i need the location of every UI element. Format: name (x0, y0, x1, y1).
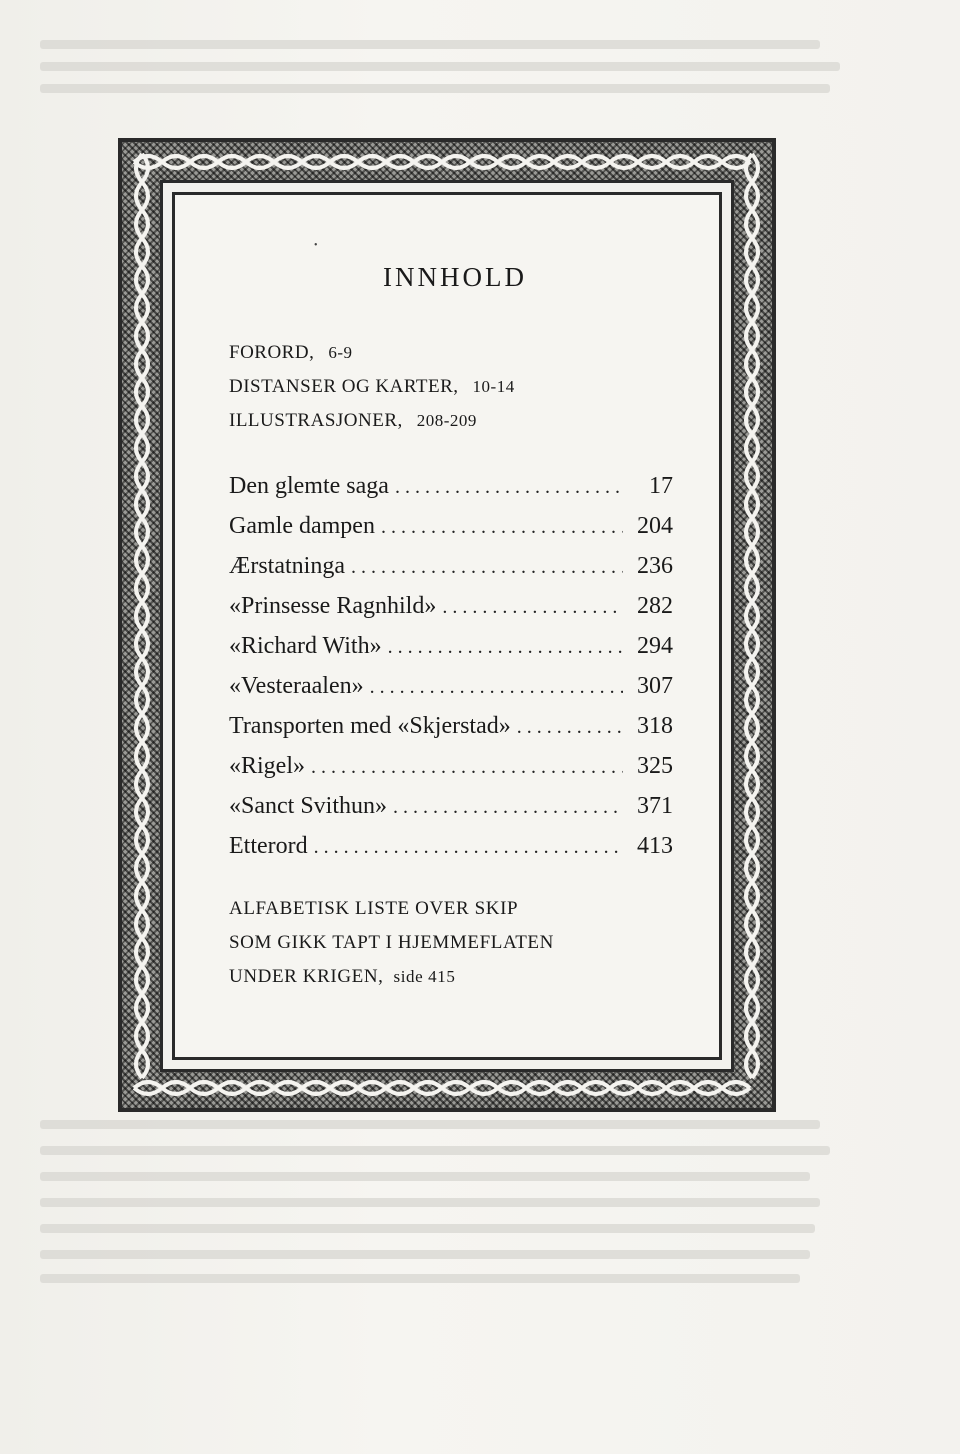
chapter-list (229, 473, 673, 873)
dot-leader (517, 716, 623, 739)
toc-entry (229, 553, 673, 593)
dot-leader (351, 556, 623, 579)
dot-leader (370, 676, 623, 699)
dot-leader (442, 596, 623, 619)
toc-entry (229, 713, 673, 753)
chapter-title: Den glemte saga (229, 473, 389, 499)
list-item (229, 342, 699, 376)
chapter-title: «Richard With» (229, 633, 382, 659)
ink-speck: • (314, 240, 318, 251)
dot-leader (395, 476, 623, 499)
back-matter-label: UNDER KRIGEN, (229, 966, 384, 987)
toc-entry (229, 633, 673, 673)
chapter-page: 325 (637, 753, 673, 779)
chapter-title: «Rigel» (229, 753, 305, 779)
chapter-page: 17 (649, 473, 673, 499)
bleed-through-text (40, 1172, 810, 1181)
front-matter-pages: 6-9 (328, 343, 353, 362)
chapter-title: «Sanct Svithun» (229, 793, 388, 819)
chapter-page: 307 (637, 673, 673, 699)
chapter-title: «Vesteraalen» (229, 673, 364, 699)
toc-entry (229, 593, 673, 633)
page-title: INNHOLD (383, 262, 527, 292)
chapter-page: 294 (637, 633, 673, 659)
bleed-through-text (40, 1274, 800, 1283)
toc-entry (229, 753, 673, 793)
back-matter-line: ALFABETISK LISTE OVER SKIP (229, 898, 519, 919)
chapter-page: 318 (637, 713, 673, 739)
toc-entry (229, 673, 673, 713)
chapter-title: Gamle dampen (229, 513, 375, 539)
front-matter-pages: 208-209 (416, 411, 477, 430)
chapter-title: Ærstatninga (229, 553, 345, 579)
front-matter-label: ILLUSTRASJONER, (229, 410, 403, 431)
back-matter-page: side 415 (393, 967, 456, 986)
bleed-through-text (40, 40, 820, 49)
back-matter-line: SOM GIKK TAPT I HJEMMEFLATEN (229, 932, 554, 953)
bleed-through-text (40, 1120, 820, 1129)
toc-entry (229, 833, 673, 873)
toc-entry (229, 473, 673, 513)
dot-leader (311, 756, 623, 779)
chapter-title: Transporten med «Skjerstad» (229, 713, 511, 739)
bleed-through-text (40, 1198, 820, 1207)
list-item (229, 376, 699, 410)
list-item (229, 410, 699, 444)
chapter-title: «Prinsesse Ragnhild» (229, 593, 437, 619)
back-matter-list (229, 898, 709, 1000)
toc-entry (229, 513, 673, 553)
back-matter-line (229, 966, 709, 1000)
front-matter-list (229, 342, 699, 444)
bleed-through-text (40, 1224, 815, 1233)
toc-entry (229, 793, 673, 833)
dot-leader (381, 516, 623, 539)
front-matter-pages: 10-14 (472, 377, 515, 396)
bleed-through-text (40, 84, 830, 93)
dot-leader (393, 796, 623, 819)
chapter-page: 236 (637, 553, 673, 579)
chapter-page: 371 (637, 793, 673, 819)
chapter-page: 204 (637, 513, 673, 539)
chapter-page: 282 (637, 593, 673, 619)
front-matter-label: FORORD, (229, 342, 315, 363)
bleed-through-text (40, 1146, 830, 1155)
bleed-through-text (40, 62, 840, 71)
front-matter-label: DISTANSER OG KARTER, (229, 376, 459, 397)
chapter-page: 413 (637, 833, 673, 859)
dot-leader (388, 636, 623, 659)
chapter-title: Etterord (229, 833, 308, 859)
bleed-through-text (40, 1250, 810, 1259)
dot-leader (314, 836, 623, 859)
